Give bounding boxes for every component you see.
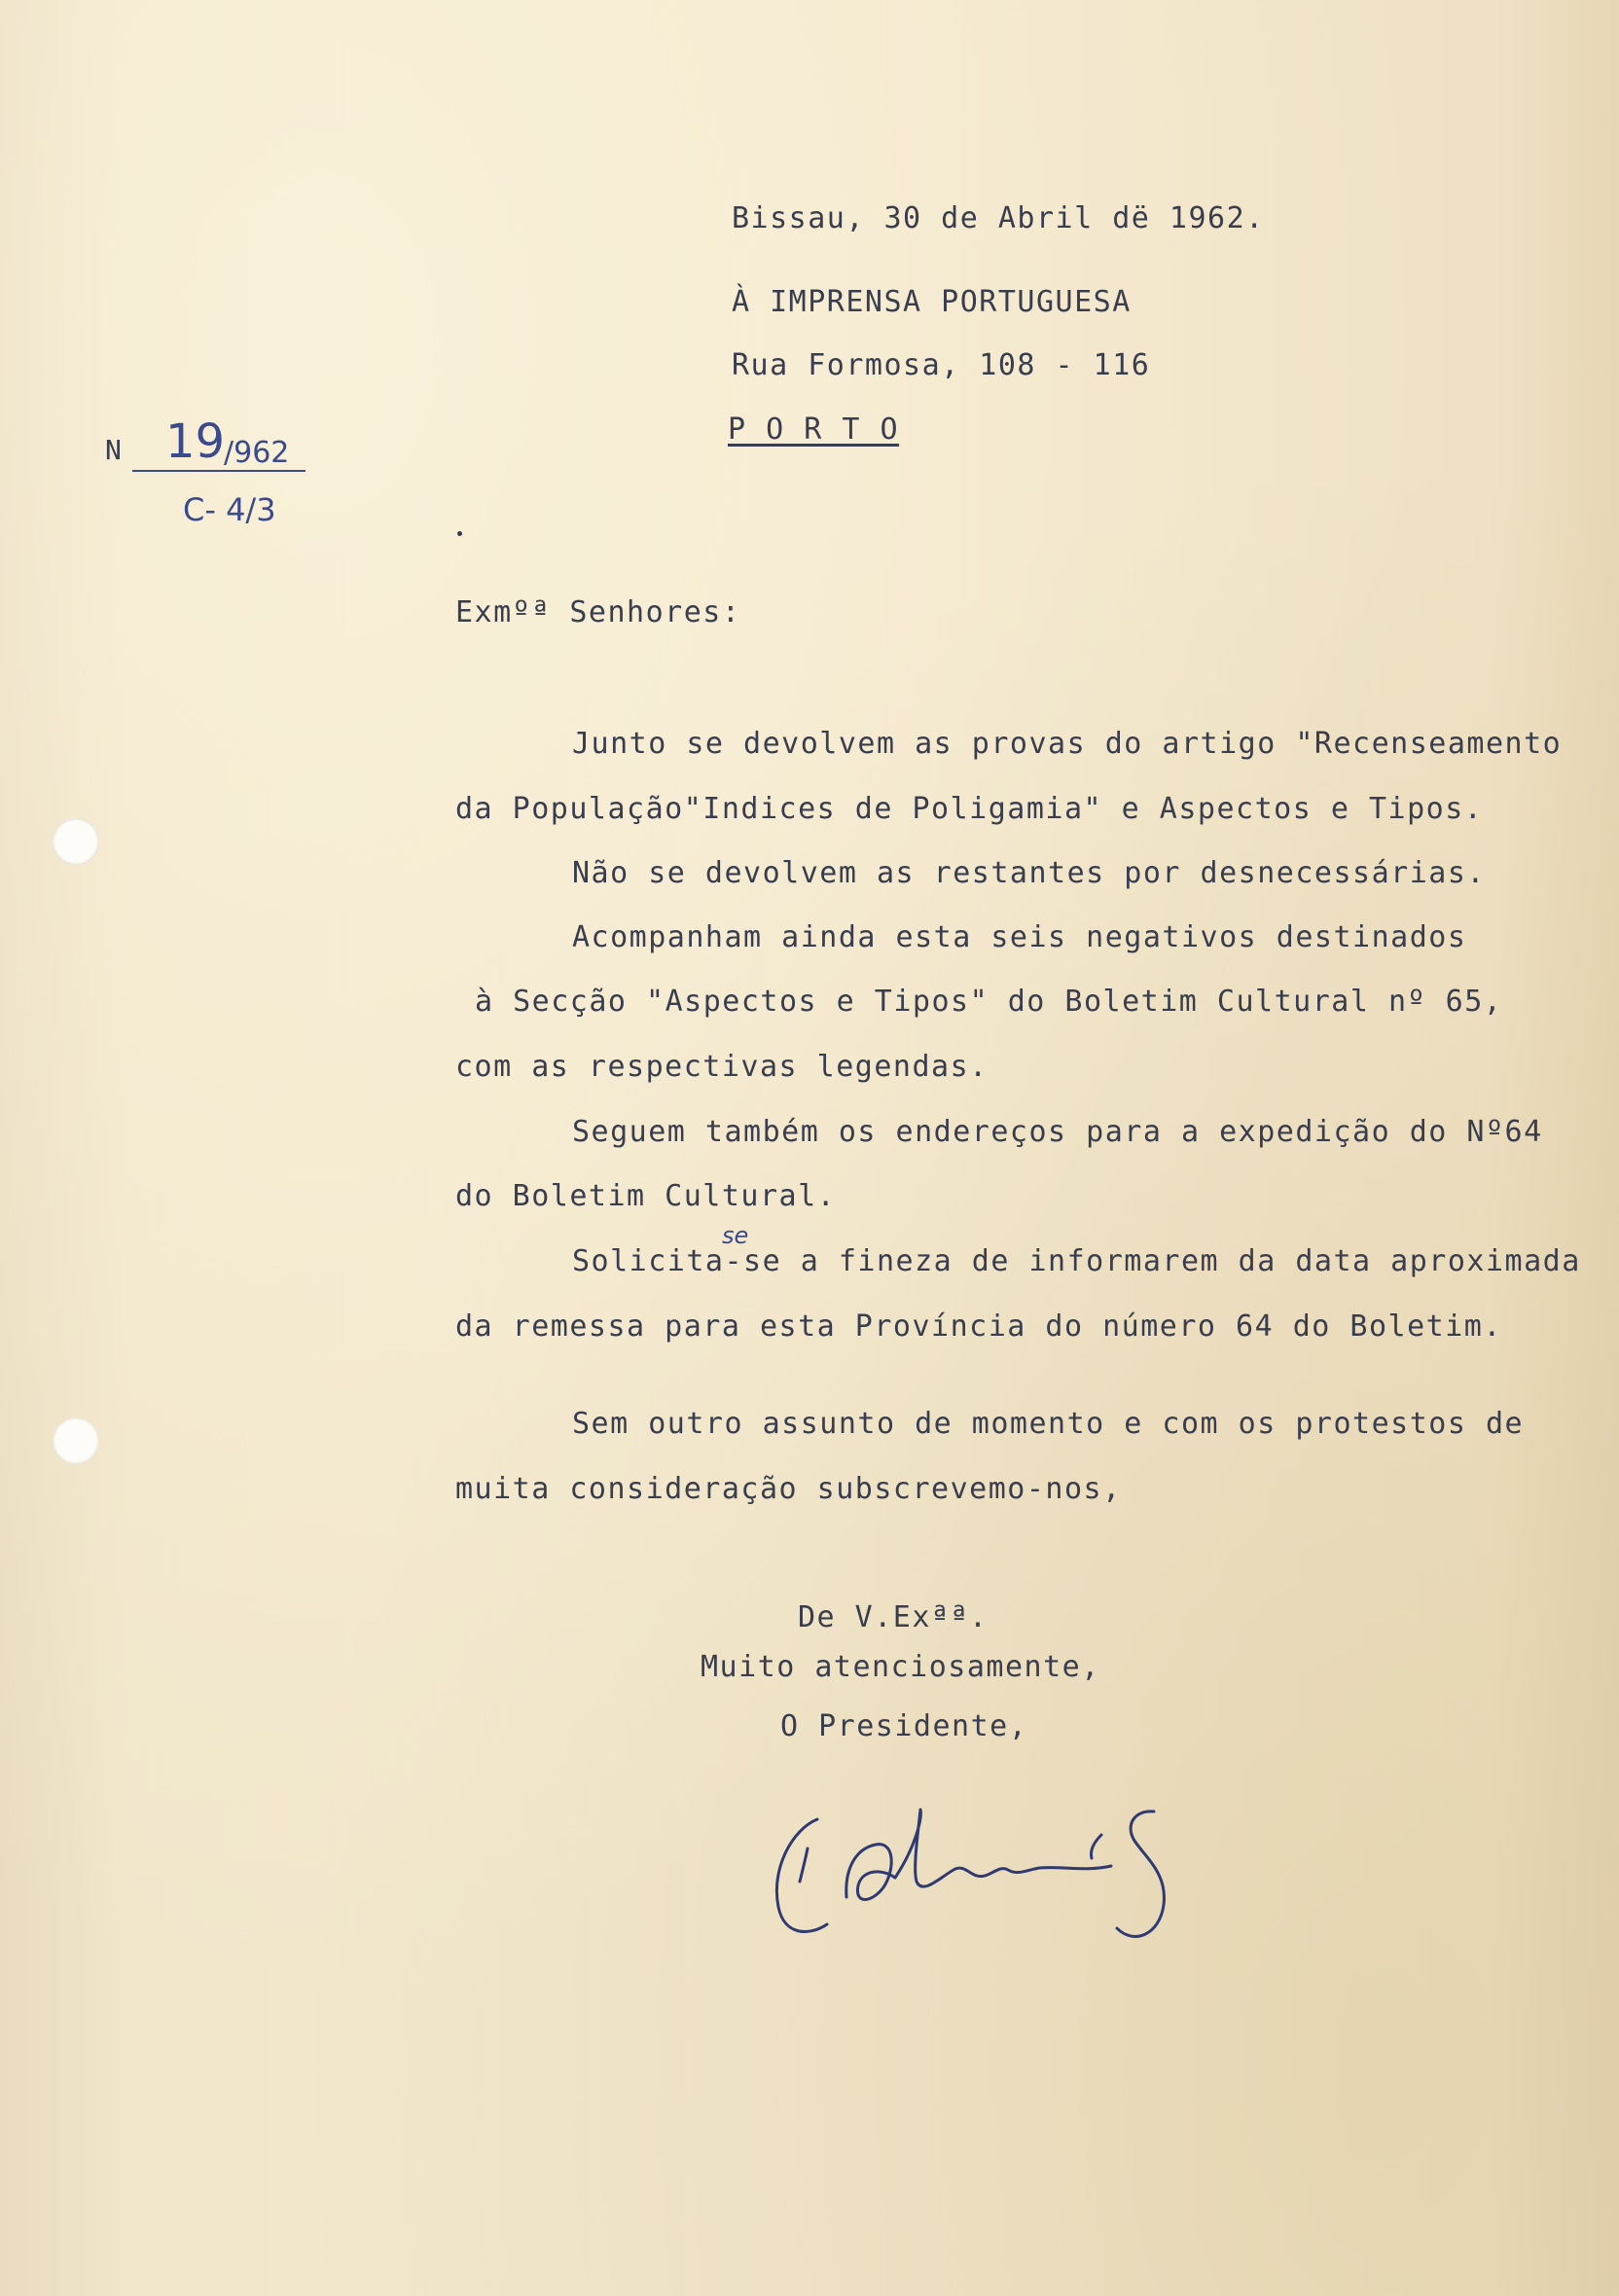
addressee-line-2: Rua Formosa, 108 - 116 [732, 348, 1151, 382]
body-line: da População"Indices de Poligamia" e Aspectos e Tipos. [455, 792, 1484, 826]
punch-hole-top [53, 818, 99, 865]
signature [749, 1780, 1216, 1975]
handwritten-correction: se [722, 1222, 749, 1249]
closing-line-1: De V.Exªª. [798, 1600, 989, 1634]
reference-year: /962 [224, 436, 290, 470]
stray-mark [457, 531, 462, 536]
addressee-line-3: P O R T O [728, 413, 900, 447]
body-line: Junto se devolvem as provas do artigo "Recenseamento [572, 727, 1563, 761]
body-line: Não se devolvem as restantes por desnecessárias. [572, 856, 1486, 890]
body-line: Seguem também os endereços para a expedição do Nº64 [572, 1115, 1543, 1149]
reference-number-underline [132, 470, 306, 472]
addressee-line-1: À IMPRENSA PORTUGUESA [732, 285, 1132, 319]
closing-line-2: Muito atenciosamente, [701, 1650, 1100, 1684]
body-line: Solicita-se a fineza de informarem da data aproximada [572, 1244, 1581, 1278]
salutation: Exmºª Senhores: [455, 595, 741, 629]
reference-code: C- 4/3 [183, 491, 276, 528]
body-line: da remessa para esta Província do número 64 do Boletim. [455, 1309, 1502, 1344]
reference-prefix: N [105, 434, 124, 466]
body-line: Acompanham ainda esta seis negativos destinados [572, 920, 1467, 954]
body-line: com as respectivas legendas. [455, 1050, 989, 1084]
reference-number: 19 [165, 414, 226, 469]
body-line: do Boletim Cultural. [455, 1179, 837, 1213]
body-line: Sem outro assunto de momento e com os protestos de [572, 1407, 1525, 1441]
punch-hole-bottom [53, 1417, 99, 1464]
body-line: à Secção "Aspectos e Tipos" do Boletim Cultural nº 65, [475, 985, 1503, 1019]
body-line: muita consideração subscrevemo-nos, [455, 1472, 1122, 1506]
dateline: Bissau, 30 de Abril dë 1962. [732, 201, 1265, 235]
closing-line-3: O Presidente, [780, 1709, 1028, 1743]
